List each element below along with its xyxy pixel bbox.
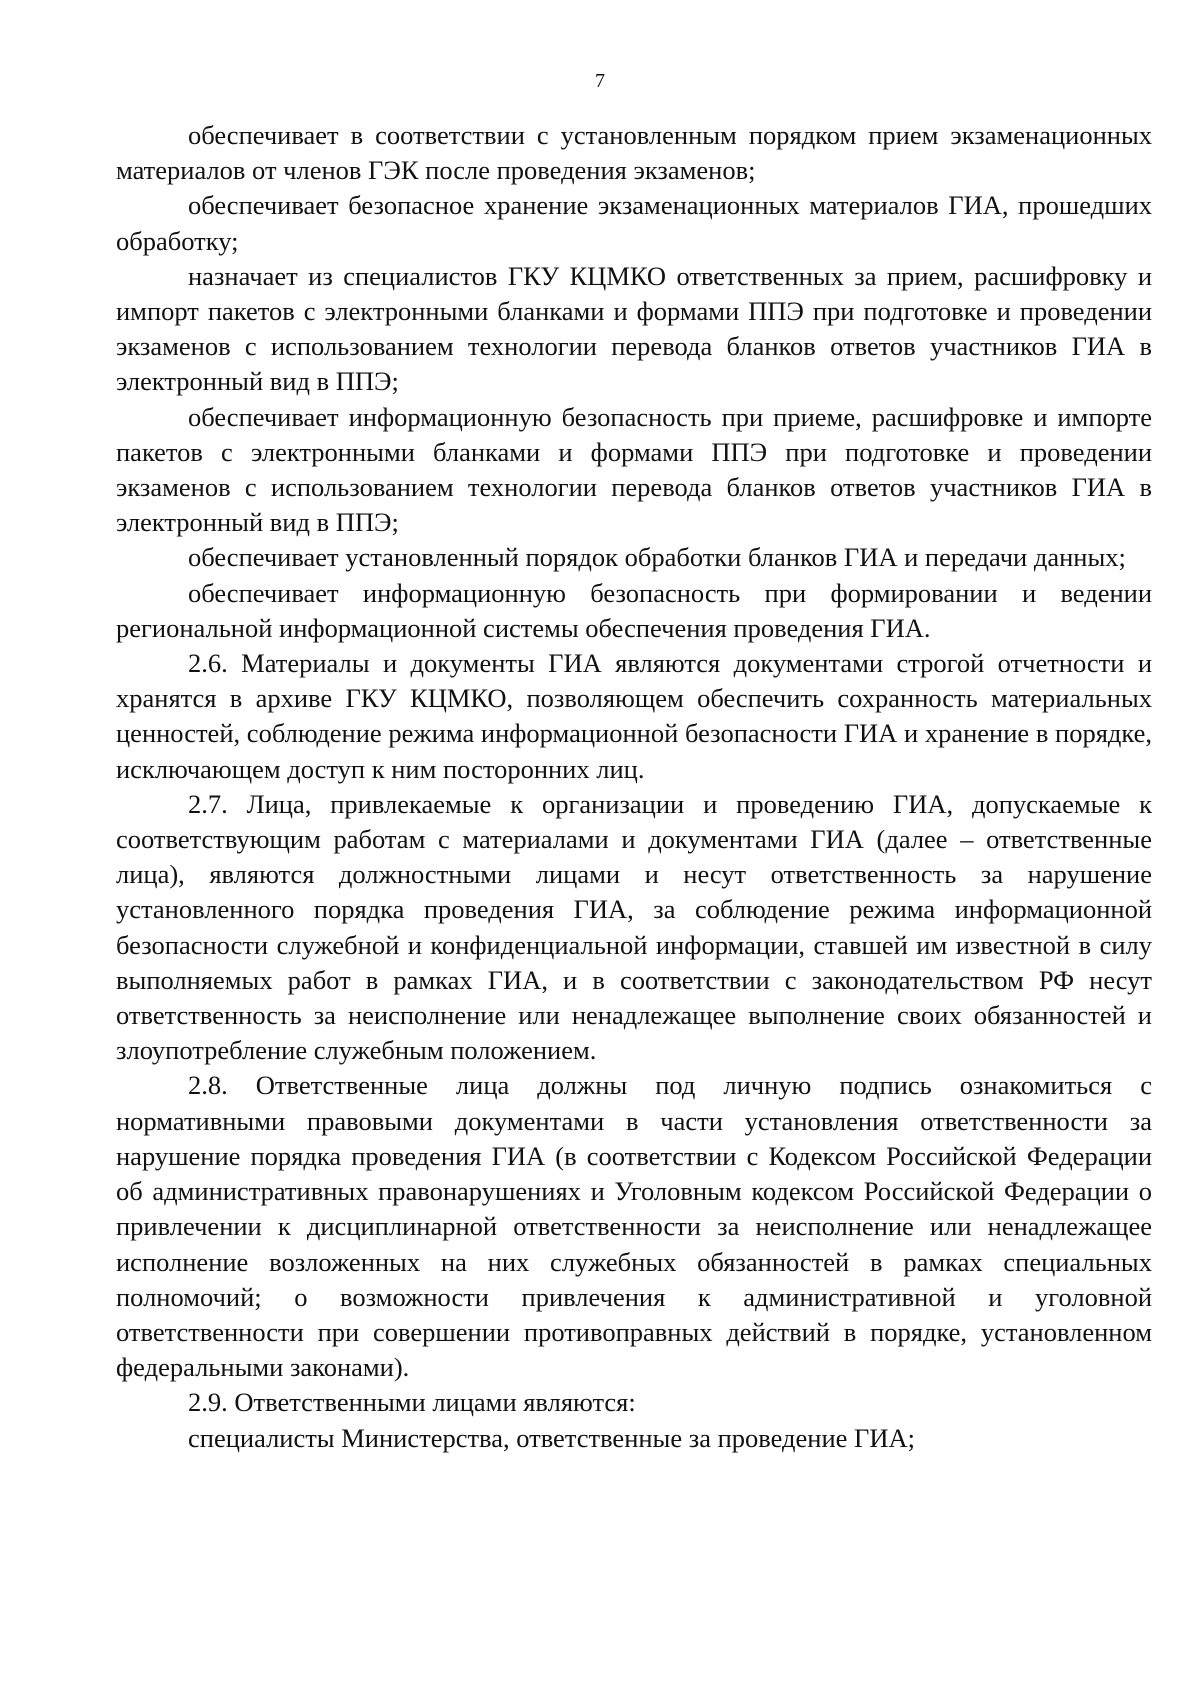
paragraph-info-security-import: обеспечивает информационную безопасность при приеме, расшифровке и импорте пакетов с электронными бланками и формами ППЭ при подготовке и проведении экзаменов с использованием технологии перевода бланков ответов участников ГИА в электронный вид в ППЭ;	[116, 401, 1152, 538]
paragraph-ministry-specialists: специалисты Министерства, ответственные за проведение ГИА;	[188, 1422, 916, 1453]
paragraph-2-8: 2.8. Ответственные лица должны под личную подпись ознакомиться с нормативными правовыми документами в части установления ответственности за нарушение порядка проведения ГИА (в соответствии с Кодексом Российской Федерации об административных правонарушениях и Уголовным кодексом Российской Федерации о привлечении к дисциплинарной ответственности за неисполнение или ненадлежащее исполнение возложенных на них служебных обязанностей в рамках специальных полномочий; о возможности привлечения к административной и уголовной ответственности при совершении противоправных действий в порядке, установленном федеральными законами).	[116, 1070, 1152, 1383]
paragraph-processing-order: обеспечивает установленный порядок обработки бланков ГИА и передачи данных;	[188, 542, 1126, 573]
paragraph-receive-materials: обеспечивает в соответствии с установленным порядком прием экзаменационных материалов от членов ГЭК после проведения экзаменов;	[116, 120, 1152, 186]
document-body	[116, 118, 1152, 1456]
paragraph-info-security-system: обеспечивает информационную безопасность при формировании и ведении региональной информационной системы обеспечения проведения ГИА.	[116, 577, 1152, 643]
paragraph-2-7: 2.7. Лица, привлекаемые к организации и проведению ГИА, допускаемые к соответствующим работам с материалами и документами ГИА (далее – ответственные лица), являются должностными лицами и несут ответственность за нарушение установленного порядка проведения ГИА, за соблюдение режима информационной безопасности служебной и конфиденциальной информации, ставшей им известной в силу выполняемых работ в рамках ГИА, и в соответствии с законодательством РФ несут ответственность за неисполнение или ненадлежащее выполнение своих обязанностей и злоупотребление служебным положением.	[116, 788, 1152, 1066]
paragraph-assign-specialists: назначает из специалистов ГКУ КЦМКО ответственных за прием, расшифровку и импорт пакетов с электронными бланками и формами ППЭ при подготовке и проведении экзаменов с использованием технологии перевода бланков ответов участников ГИА в электронный вид в ППЭ;	[116, 260, 1152, 397]
paragraph-2-9: 2.9. Ответственными лицами являются:	[188, 1387, 636, 1418]
page-number: 7	[595, 70, 605, 92]
paragraph-2-6: 2.6. Материалы и документы ГИА являются документами строгой отчетности и хранятся в архиве ГКУ КЦМКО, позволяющем обеспечить сохранность материальных ценностей, соблюдение режима информационной безопасности ГИА и хранение в порядке, исключающем доступ к ним посторонних лиц.	[116, 648, 1152, 784]
paragraph-safe-storage: обеспечивает безопасное хранение экзаменационных материалов ГИА, прошедших обработку;	[116, 190, 1152, 256]
